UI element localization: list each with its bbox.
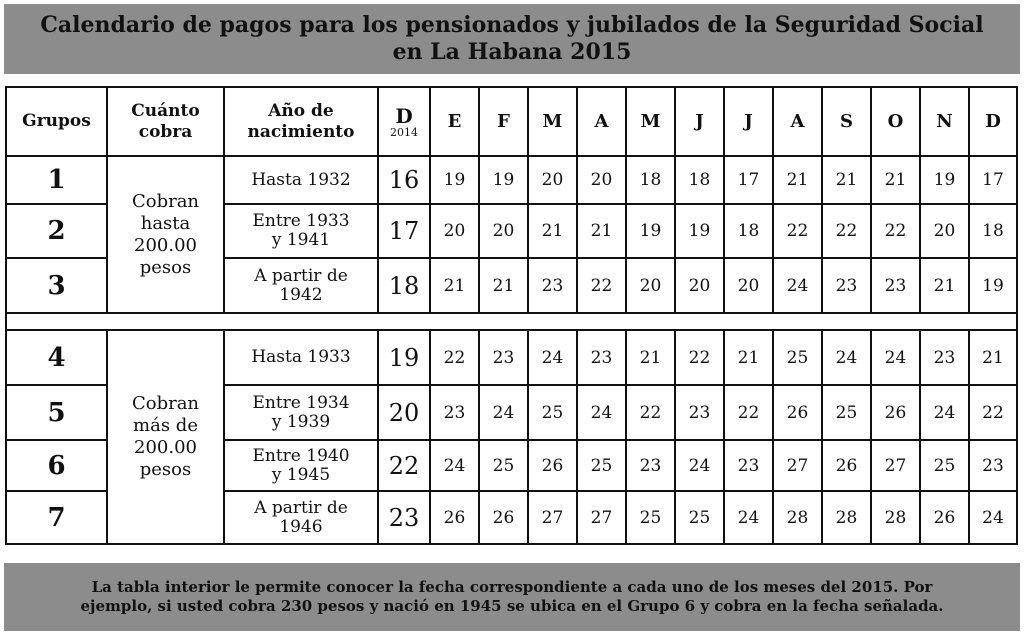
payment-day: 18 — [969, 204, 1017, 258]
payment-day: 25 — [822, 385, 871, 440]
payment-day: 23 — [577, 330, 626, 385]
payment-day: 21 — [479, 258, 528, 313]
birth-year-range: Hasta 1933 — [224, 330, 378, 385]
header-month: M — [528, 87, 577, 156]
title-line-2: en La Habana 2015 — [392, 39, 632, 65]
group-row — [6, 330, 1017, 385]
payment-day: 21 — [724, 330, 773, 385]
header-month: A — [577, 87, 626, 156]
birth-year-range: A partir de 1946 — [224, 491, 378, 544]
payment-day: 19 — [430, 156, 479, 204]
payment-day: 23 — [724, 440, 773, 491]
payment-day: 19 — [626, 204, 675, 258]
payment-day: 20 — [430, 204, 479, 258]
payment-day: 21 — [577, 204, 626, 258]
birth-year-range: Entre 1933 y 1941 — [224, 204, 378, 258]
december-2014-day: 22 — [378, 440, 430, 491]
payment-day: 20 — [626, 258, 675, 313]
payment-day: 27 — [577, 491, 626, 544]
payment-day: 24 — [479, 385, 528, 440]
group-number: 2 — [6, 204, 107, 258]
payment-day: 27 — [773, 440, 822, 491]
payment-day: 25 — [675, 491, 724, 544]
payment-day: 22 — [724, 385, 773, 440]
payment-day: 28 — [871, 491, 920, 544]
payment-calendar-table — [5, 86, 1018, 545]
payment-day: 27 — [528, 491, 577, 544]
group-row — [6, 156, 1017, 204]
header-dec-year: 2014 — [390, 125, 418, 139]
payment-day: 22 — [969, 385, 1017, 440]
december-2014-day: 19 — [378, 330, 430, 385]
payment-day: 23 — [871, 258, 920, 313]
payment-day: 24 — [773, 258, 822, 313]
payment-day: 17 — [969, 156, 1017, 204]
header-month: F — [479, 87, 528, 156]
payment-day: 24 — [871, 330, 920, 385]
header-month: E — [430, 87, 479, 156]
group-number: 5 — [6, 385, 107, 440]
payment-day: 25 — [773, 330, 822, 385]
payment-day: 24 — [577, 385, 626, 440]
payment-day: 26 — [773, 385, 822, 440]
payment-day: 25 — [479, 440, 528, 491]
payment-day: 23 — [675, 385, 724, 440]
payment-day: 22 — [773, 204, 822, 258]
payment-day: 23 — [920, 330, 969, 385]
payment-day: 24 — [969, 491, 1017, 544]
payment-day: 23 — [969, 440, 1017, 491]
payment-day: 24 — [430, 440, 479, 491]
payment-day: 20 — [577, 156, 626, 204]
payment-day: 21 — [773, 156, 822, 204]
cobra-low-cell: Cobran hasta 200.00 pesos — [107, 156, 224, 313]
payment-day: 18 — [626, 156, 675, 204]
cobra-high-cell: Cobran más de 200.00 pesos — [107, 330, 224, 544]
payment-day: 22 — [871, 204, 920, 258]
footer-line-1: La tabla interior le permite conocer la fecha correspondiente a cada uno de los meses del 2015. Por — [91, 578, 933, 596]
payment-day: 18 — [675, 156, 724, 204]
payment-day: 17 — [724, 156, 773, 204]
payment-day: 26 — [528, 440, 577, 491]
payment-day: 21 — [822, 156, 871, 204]
header-grupos: Grupos — [6, 87, 107, 156]
group-number: 6 — [6, 440, 107, 491]
payment-day: 24 — [822, 330, 871, 385]
payment-day: 20 — [528, 156, 577, 204]
header-month: N — [920, 87, 969, 156]
payment-day: 26 — [479, 491, 528, 544]
payment-day: 24 — [675, 440, 724, 491]
header-month: D — [969, 87, 1017, 156]
payment-day: 24 — [920, 385, 969, 440]
header-month: M — [626, 87, 675, 156]
group-number: 1 — [6, 156, 107, 204]
title-line-1: Calendario de pagos para los pensionados y jubilados de la Seguridad Social — [40, 12, 984, 38]
payment-day: 28 — [822, 491, 871, 544]
group-number: 3 — [6, 258, 107, 313]
group-number: 4 — [6, 330, 107, 385]
birth-year-range: A partir de 1942 — [224, 258, 378, 313]
birth-year-range: Hasta 1932 — [224, 156, 378, 204]
payment-day: 19 — [969, 258, 1017, 313]
payment-day: 21 — [528, 204, 577, 258]
payment-day: 24 — [528, 330, 577, 385]
payment-day: 23 — [626, 440, 675, 491]
birth-year-range: Entre 1940 y 1945 — [224, 440, 378, 491]
payment-day: 22 — [577, 258, 626, 313]
payment-day: 23 — [479, 330, 528, 385]
header-month: J — [675, 87, 724, 156]
title-banner — [4, 4, 1020, 74]
header-cuanto-cobra: Cuánto cobra — [107, 87, 224, 156]
header-month: O — [871, 87, 920, 156]
december-2014-day: 18 — [378, 258, 430, 313]
header-december-2014: D 2014 — [378, 87, 430, 156]
header-row — [6, 87, 1017, 156]
payment-day: 22 — [430, 330, 479, 385]
payment-day: 22 — [626, 385, 675, 440]
payment-day: 25 — [626, 491, 675, 544]
payment-day: 18 — [724, 204, 773, 258]
payment-day: 26 — [430, 491, 479, 544]
footer-line-2: ejemplo, si usted cobra 230 pesos y nació en 1945 se ubica en el Grupo 6 y cobra en la fecha señalada. — [80, 597, 944, 615]
group-number: 7 — [6, 491, 107, 544]
payment-day: 22 — [675, 330, 724, 385]
payment-day: 23 — [822, 258, 871, 313]
payment-day: 26 — [822, 440, 871, 491]
payment-day: 26 — [871, 385, 920, 440]
separator-row — [6, 313, 1017, 330]
payment-day: 23 — [430, 385, 479, 440]
payment-day: 21 — [920, 258, 969, 313]
header-anio-nacimiento: Año de nacimiento — [224, 87, 378, 156]
payment-day: 22 — [822, 204, 871, 258]
birth-year-range: Entre 1934 y 1939 — [224, 385, 378, 440]
payment-day: 19 — [479, 156, 528, 204]
payment-day: 23 — [528, 258, 577, 313]
december-2014-day: 17 — [378, 204, 430, 258]
header-month: J — [724, 87, 773, 156]
december-2014-day: 20 — [378, 385, 430, 440]
payment-day: 25 — [528, 385, 577, 440]
payment-day: 28 — [773, 491, 822, 544]
payment-day: 26 — [920, 491, 969, 544]
december-2014-day: 16 — [378, 156, 430, 204]
payment-day: 19 — [920, 156, 969, 204]
payment-day: 20 — [920, 204, 969, 258]
payment-day: 20 — [479, 204, 528, 258]
header-month: S — [822, 87, 871, 156]
december-2014-day: 23 — [378, 491, 430, 544]
payment-day: 24 — [724, 491, 773, 544]
footer-note — [4, 563, 1020, 631]
payment-day: 21 — [430, 258, 479, 313]
payment-day: 20 — [724, 258, 773, 313]
header-month: A — [773, 87, 822, 156]
payment-day: 21 — [969, 330, 1017, 385]
payment-day: 27 — [871, 440, 920, 491]
payment-day: 19 — [675, 204, 724, 258]
payment-day: 25 — [577, 440, 626, 491]
payment-day: 20 — [675, 258, 724, 313]
payment-day: 21 — [626, 330, 675, 385]
payment-day: 25 — [920, 440, 969, 491]
payment-day: 21 — [871, 156, 920, 204]
